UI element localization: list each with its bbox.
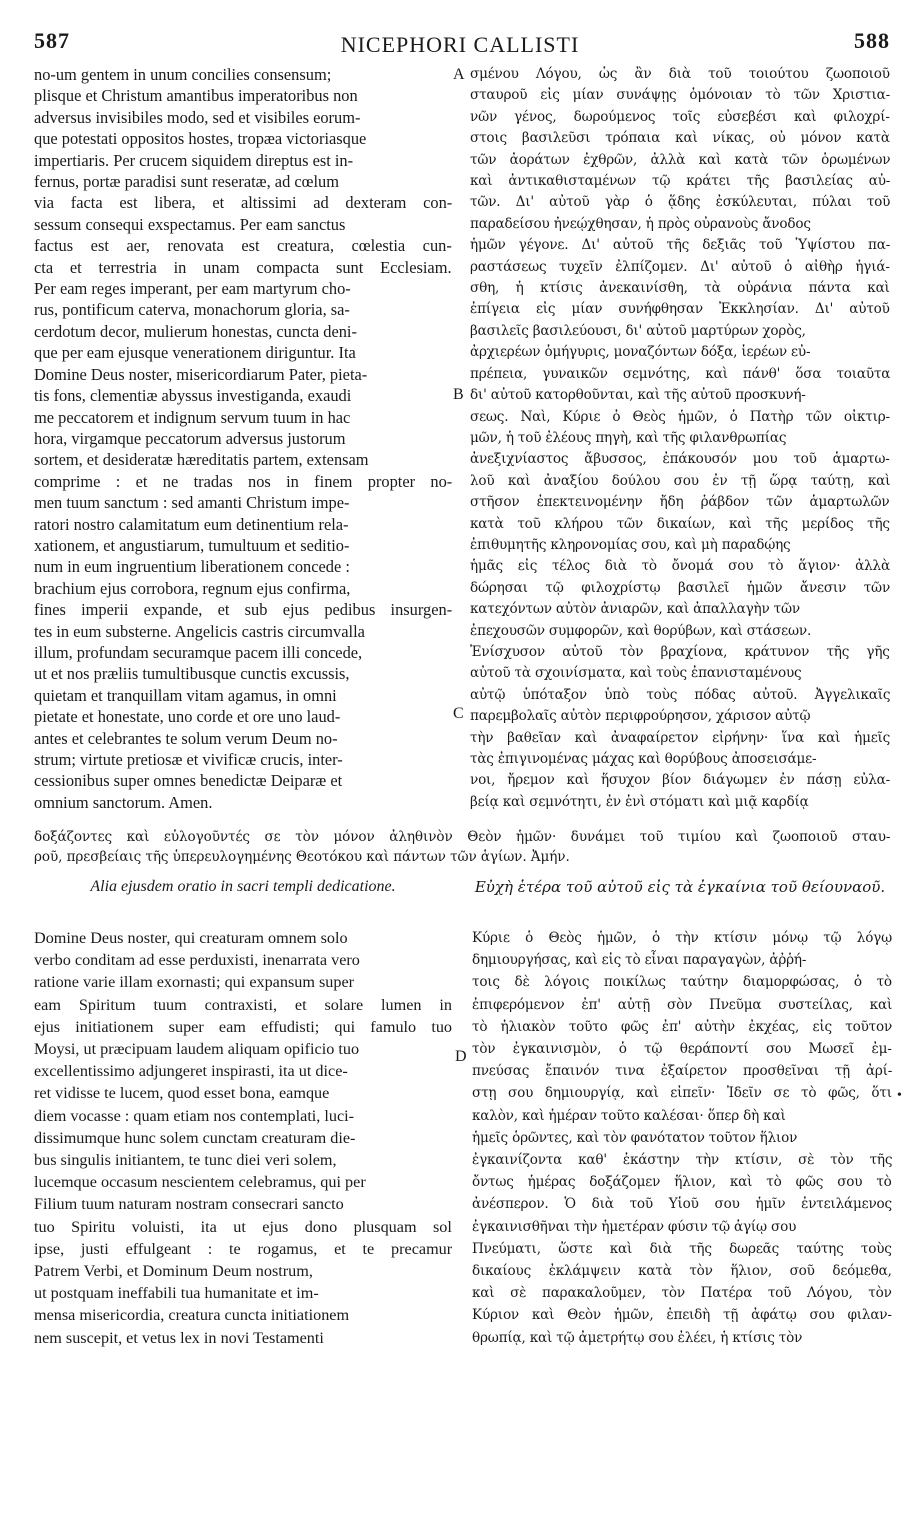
greek-text-line: ἡμεῖς ὁρῶντες, καὶ τὸν φανότατον τοῦτον ἥλιον	[472, 1129, 798, 1146]
latin-text-line: verbo conditam ad esse perduxisti, inenarrata vero	[34, 951, 360, 970]
latin-text-line: ret vidisse te lucem, quod esset bona, eamque	[34, 1084, 330, 1103]
greek-text-line: δι' αὐτοῦ κατορθοῦνται, καὶ τῆς αὐτοῦ προσκυνή-	[470, 387, 806, 404]
greek-text-line: ἐπιθυμητῆς κληρονομίας σου, καὶ μὴ παραδῴης	[470, 536, 791, 553]
greek-text-line: στῆσον ἐπεκτεινομένην ἤδη ῥάβδον τῶν ἁμαρτωλῶν	[470, 494, 890, 511]
greek-text-line: τὴν βαθεῖαν καὶ ἀναφαίρετον εἰρήνην· ἵνα καὶ ἡμεῖς	[470, 729, 890, 746]
latin-text-line: eam Spiritum tuum contraxisti, et solare lumen in	[34, 995, 452, 1014]
latin-text-line: que per eam ejusque venerationem diriguntur. Ita	[34, 343, 356, 363]
latin-text-line: via facta est libera, et altissimi ad dexteram con-	[34, 193, 452, 213]
latin-text-line: cta et terrestria in unam compacta sunt Ecclesiam.	[34, 257, 452, 277]
page-header	[30, 8, 890, 58]
greek-text-line: μῶν, ἡ τοῦ ἐλέους πηγὴ, καὶ τῆς φιλανθρωπίας	[470, 429, 787, 446]
greek-text-line: ἐγκαινισθῆναι τὴν ἡμετέραν φύσιν τῷ ἁγίῳ σου	[472, 1218, 797, 1235]
latin-text-line: cerdotum decor, mulierum honestas, cuncta deni-	[34, 321, 357, 341]
stray-mark: •	[897, 1088, 902, 1103]
latin-text-line: rus, pontificum caterva, monachorum gloria, sa-	[34, 300, 350, 320]
latin-text-line: Per eam reges imperant, per eam martyrum cho-	[34, 279, 351, 299]
greek-text-line: τὸν ἐγκαινισμὸν, ὁ τῷ θεράποντί σου Μωσεῖ ἐμ-	[472, 1041, 892, 1058]
greek-text-line: τὸ ἡλιακὸν τοῦτο φῶς ἐπ' αὐτὴν ἐκχέας, εἰς τοῦτον	[472, 1018, 892, 1035]
greek-text-line: ὄντως ἡμέρας δοξάζομεν ἥλιον, καὶ τὸ φῶς σου τὸ	[472, 1174, 892, 1191]
latin-text-line: que potestati oppositos hostes, tropæa victoriasque	[34, 129, 367, 149]
section-title-greek	[470, 878, 890, 897]
margin-marker-a: A	[453, 66, 465, 83]
greek-text-line: παρεμβολαῖς αὐτὸν περιφρούρησον, χάρισον αὐτῷ	[470, 708, 811, 725]
greek-text-line: Κύριον καὶ Θεὸν ἡμῶν, ἐπειδὴ τῇ ἀφάτῳ σου φιλαν-	[472, 1307, 892, 1324]
latin-text-line: ipse, justi effulgeant : te rogamus, et te precamur	[34, 1239, 452, 1258]
latin-text-line: comprime : et ne tradas nos in finem propter no-	[34, 471, 452, 491]
latin-text-line: factus est aer, renovata est creatura, cœlestia cun-	[34, 236, 452, 256]
latin-text-line: bus singulis initiantem, te tunc diei veri solem,	[34, 1151, 337, 1170]
latin-text-line: nem suscepit, et vetus lex in novi Testamenti	[34, 1328, 324, 1347]
greek-text-line: δικαίους ἐκλάμψειν κατὰ τὸν ἥλιον, σοῦ δεόμεθα,	[472, 1263, 892, 1280]
margin-marker-b: B	[453, 386, 464, 403]
greek-text-line: ἐπιφερόμενον ἐπ' αὐτῇ σὸν Πνεῦμα συστείλας, καὶ	[472, 996, 892, 1013]
latin-text-line: tuo Spiritu voluisti, ita ut ejus dono plusquam sol	[34, 1217, 452, 1236]
latin-text-line: antes et celebrantes te solum verum Deum no-	[34, 728, 338, 748]
greek-text-line: στῃ σου δημιουργίᾳ, καὶ εἰπεῖν· Ἰδεῖν σε τὸ φῶς, ὅτι	[472, 1085, 892, 1102]
full-width-closing-lines	[34, 827, 890, 869]
latin-text-line: sessum consequi exspectamus. Per eam sanctus	[34, 214, 346, 234]
greek-text-line: ραστάσεως τυχεῖν ἐλπίζομεν. Δι' αὐτοῦ ὁ αἰθὴρ ἡγιά-	[470, 258, 890, 275]
latin-text-line: ut et nos præliis tumultibusque cunctis excussis,	[34, 664, 350, 684]
greek-title-line: Εὐχὴ ἑτέρα τοῦ αὐτοῦ εἰς τὰ ἐγκαίνια τοῦ θείου	[474, 878, 843, 896]
latin-text-line: sortem, et desideratæ hæreditatis partem, extensam	[34, 450, 369, 470]
latin-text-line: men tuum sanctum : sed amanti Christum impe-	[34, 493, 350, 513]
greek-text-line: καὶ ἀντικαθισταμένων τῷ κράτει τῆς βασιλείας αὐ-	[470, 173, 890, 190]
latin-text-line: ratori nostro calamitatum eum detinentium rela-	[34, 514, 349, 534]
greek-text-line: στοις βασιλεῦσι τρόπαια καὶ νίκας, οὐ μόνον κατὰ	[470, 130, 890, 147]
latin-text-line: Patrem Verbi, et Dominum Deum nostrum,	[34, 1262, 313, 1281]
bottom-greek-column	[472, 927, 892, 1357]
closing-text-line: δοξάζοντες καὶ εὐλογοῦντές σε τὸν μόνον ἀληθινὸν Θεὸν ἡμῶν· δυνάμει τοῦ τιμίου καὶ ζωοποιοῦ σταυ-	[34, 829, 890, 845]
latin-text-line: Domine Deus noster, qui creaturam omnem solo	[34, 929, 348, 947]
greek-text-line: βείᾳ καὶ σεμνότητι, ἐν ἑνὶ στόματι καὶ μιᾷ καρδίᾳ	[470, 793, 809, 810]
latin-text-line: strum; virtute pretiosæ et vivificæ crucis, inter-	[34, 750, 343, 769]
running-title: NICEPHORI CALLISTI	[340, 32, 580, 57]
latin-text-line: cessionibus super omnes benedictæ Deiparæ et	[34, 771, 343, 791]
latin-text-line: tes in eum substerne. Angelicis castris circumvalla	[34, 621, 365, 641]
latin-text-line: no-um gentem in unum concilies consensum;	[34, 65, 332, 84]
greek-text-line: παραδείσου ἠνεῴχθησαν, ἡ πρὸς οὐρανοὺς ἄνοδος	[470, 215, 811, 232]
top-greek-column	[470, 64, 890, 824]
greek-text-line: Πνεύματι, ὥστε καὶ διὰ τῆς δωρεᾶς ταύτης τοὺς	[472, 1240, 892, 1257]
page-number-right: 588	[854, 28, 890, 53]
greek-text-line: δημιουργήσας, καὶ εἰς τὸ εἶναι παραγαγὼν, ἀῤῥή-	[472, 952, 807, 969]
latin-text-line: pietate et honestate, uno corde et ore uno laud-	[34, 707, 341, 727]
greek-text-line: ἐγκαινίζοντα καθ' ἑκάστην τὴν κτίσιν, σὲ τὸν τῆς	[472, 1152, 892, 1169]
greek-text-line: καλὸν, καὶ ἡμέραν τοῦτο καλέσαι· ὅπερ δὴ καὶ	[472, 1107, 786, 1124]
latin-text-line: impertiaris. Per crucem siquidem direptus est in-	[34, 150, 354, 170]
greek-text-line: κατὰ τοῦ κλήρου τῶν δικαίων, καὶ τῆς μερίδος τῆς	[470, 515, 890, 532]
latin-text-line: mensa misericordia, creatura cuncta initiationem	[34, 1306, 350, 1325]
greek-text-line: ἐπεχουσῶν συμφορῶν, καὶ θορύβων, καὶ στάσεων.	[470, 622, 812, 639]
greek-text-line: λοῦ καὶ ἀναξίου δούλου σου ἐν τῇ ὥρᾳ ταύτῃ, καὶ	[470, 472, 890, 489]
greek-text-line: κατεχόντων αὐτὸν ἀνιαρῶν, καὶ ἀπαλλαγὴν τῶν	[470, 601, 800, 618]
latin-text-line: Filium tuum naturam nostram consecrari sancto	[34, 1195, 344, 1214]
latin-text-line: ratione varie illam exornasti; qui expansum super	[34, 973, 355, 992]
greek-text-line: πρέπεια, γυναικῶν σεμνότης, καὶ πάνθ' ὅσα τοιαῦτα	[470, 365, 890, 382]
greek-text-line: σθη, ἡ κτίσις ἀνεκαινίσθη, τὰ οὐράνια πάντα καὶ	[470, 280, 890, 297]
greek-text-line: θρωπίᾳ, καὶ τῷ ἀμετρήτῳ σου ἐλέει, ἡ κτίσις τὸν	[472, 1329, 803, 1346]
section-title-latin: Alia ejusdem oratio in sacri templi dedicatione.	[90, 878, 396, 895]
greek-text-line: Ἐνίσχυσον αὐτοῦ τὸν βραχίονα, κράτυνον τῆς γῆς	[470, 643, 890, 660]
latin-text-line: Moysi, ut præcipuam laudem aliquam opificio tuo	[34, 1040, 360, 1059]
latin-text-line: Domine Deus noster, misericordiarum Pater, pieta-	[34, 364, 368, 384]
closing-text-line: ροῦ, πρεσβείαις τῆς ὑπερευλογημένης Θεοτόκου καὶ πάντων τῶν ἁγίων. Ἀμήν.	[34, 849, 570, 865]
greek-text-line: δώρησαι τῷ φιλοχρίστῳ βασιλεῖ ἡμῶν ἄνεσιν τῶν	[470, 579, 890, 596]
latin-text-line: quietam et tranquillam vitam agamus, in omni	[34, 685, 337, 705]
greek-text-line: Κύριε ὁ Θεὸς ἡμῶν, ὁ τὴν κτίσιν μόνῳ τῷ λόγῳ	[472, 930, 892, 946]
greek-text-line: ἡμῶν γέγονε. Δι' αὐτοῦ τῆς δεξιᾶς τοῦ Ὑψίστου πα-	[470, 237, 890, 254]
margin-marker-d: D	[455, 1048, 467, 1065]
greek-text-line: καὶ σὲ παρακαλοῦμεν, τὸν Πατέρα τοῦ Λόγου, τὸν	[472, 1285, 892, 1302]
greek-text-line: ἀρχιερέων ὁμήγυρις, μοναζόντων δόξα, ἱερέων εὐ-	[470, 344, 811, 361]
greek-text-line: ἀνέσπερον. Ὁ διὰ τοῦ Υἱοῦ σου ἡμῖν ἐντειλάμενος	[472, 1196, 892, 1213]
latin-text-line: plisque et Christum amantibus imperatoribus non	[34, 86, 358, 106]
latin-text-line: ejus initiationem super eam effudisti; qui famulo tuo	[34, 1017, 452, 1036]
latin-text-line: illum, profundam securamque pacem illi concede,	[34, 642, 363, 662]
greek-text-line: αὐτῷ ὑπόταξον ὑπὸ τοὺς πόδας αὐτοῦ. Ἀγγελικαῖς	[470, 686, 890, 703]
greek-text-line: ἡμᾶς εἰς τέλος διὰ τὸ ὄνομά σου τὸ ἅγιον· ἀλλὰ	[470, 558, 890, 575]
latin-text-line: excellentissimo adjungeret inspirasti, ita ut dice-	[34, 1062, 348, 1081]
latin-text-line: xationem, et angustiarum, tumultuum et seditio-	[34, 535, 350, 555]
greek-text-line: αὐτοῦ τὰ σχοινίσματα, καὶ τοὺς ἐπανισταμένους	[470, 665, 802, 682]
greek-text-line: νοι, ἤρεμον καὶ ἥσυχον βίον διάγωμεν ἐν πάσῃ εὐλα-	[470, 772, 890, 789]
greek-text-line: σμένου Λόγου, ὡς ἂν διὰ τοῦ τοιούτου ζωοποιοῦ	[470, 66, 890, 82]
latin-text-line: brachium ejus corrobora, regnum ejus confirma,	[34, 578, 351, 598]
greek-text-line: νῶν γένος, δωρούμενος τοῖς εὐσεβέσι καὶ φιλοχρί-	[470, 108, 890, 125]
greek-text-line: τῶν ἀοράτων ἐχθρῶν, ἀλλὰ καὶ κατὰ τῶν ὁρωμένων	[470, 151, 890, 168]
latin-text-line: diem vocasse : quam etiam nos contemplati, luci-	[34, 1106, 355, 1125]
bottom-latin-column	[34, 927, 452, 1357]
page-number-left: 587	[34, 28, 70, 53]
greek-text-line: σεως. Ναὶ, Κύριε ὁ Θεὸς ἡμῶν, ὁ Πατὴρ τῶν οἰκτιρ-	[470, 408, 890, 425]
latin-text-line: me peccatorem et indignum servum tuum in hac	[34, 407, 351, 427]
latin-text-line: omnium sanctorum. Amen.	[34, 792, 213, 812]
margin-marker-c: C	[453, 705, 464, 722]
greek-title-line: ναοῦ.	[842, 878, 886, 896]
latin-text-line: ut postquam ineffabili tua humanitate et im-	[34, 1284, 319, 1303]
latin-text-line: hora, virgamque peccatorum adversus justorum	[34, 428, 346, 448]
latin-text-line: adversus invisibiles modo, sed et visibiles eorum-	[34, 107, 361, 127]
greek-text-line: σταυροῦ εἰς μίαν συνάψῃς ὁμόνοιαν τὸ τῶν Χριστια-	[470, 87, 890, 104]
latin-text-line: tis fons, clementiæ abyssus investiganda, exaudi	[34, 386, 352, 406]
latin-text-line: num in eum ingruentium liberationem concede :	[34, 557, 350, 577]
top-latin-column	[34, 64, 452, 824]
greek-text-line: ἀνεξιχνίαστος ἄβυσσος, ἐπάκουσόν μου τοῦ ἁμαρτω-	[470, 451, 890, 468]
latin-text-line: fines imperii expande, et sub ejus pedibus insurgen-	[34, 600, 452, 620]
greek-text-line: ἐπίγεια εἰς μίαν συνήφθησαν Ἐκκλησίαν. Δι' αὐτοῦ	[470, 301, 890, 318]
latin-text-line: lucemque occasum nescientem celebramus, qui per	[34, 1173, 366, 1192]
greek-text-line: πνεύσας ἔπαινόν τινα ἐξαίρετον προσθεῖναι τῇ ἀρί-	[472, 1063, 892, 1080]
latin-text-line: dissimumque hunc solem cunctam creaturam die-	[34, 1128, 356, 1147]
latin-text-line: fernus, portæ paradisi sunt reseratæ, ad cœlum	[34, 172, 339, 192]
greek-text-line: τὰς ἐπιγινομένας μάχας καὶ θορύβους ἀποσεισάμε-	[470, 751, 817, 767]
greek-text-line: τῶν. Δι' αὐτοῦ γὰρ ὁ ᾅδης ἐσκύλευται, πύλαι τοῦ	[470, 194, 890, 211]
greek-text-line: τοις δὲ λόγοις ποικίλως ταύτην διαμορφώσας, ὁ τὸ	[472, 974, 892, 991]
greek-text-line: βασιλεῖς βασιλεύουσι, δι' αὐτοῦ μαρτύρων χορὸς,	[470, 322, 806, 339]
